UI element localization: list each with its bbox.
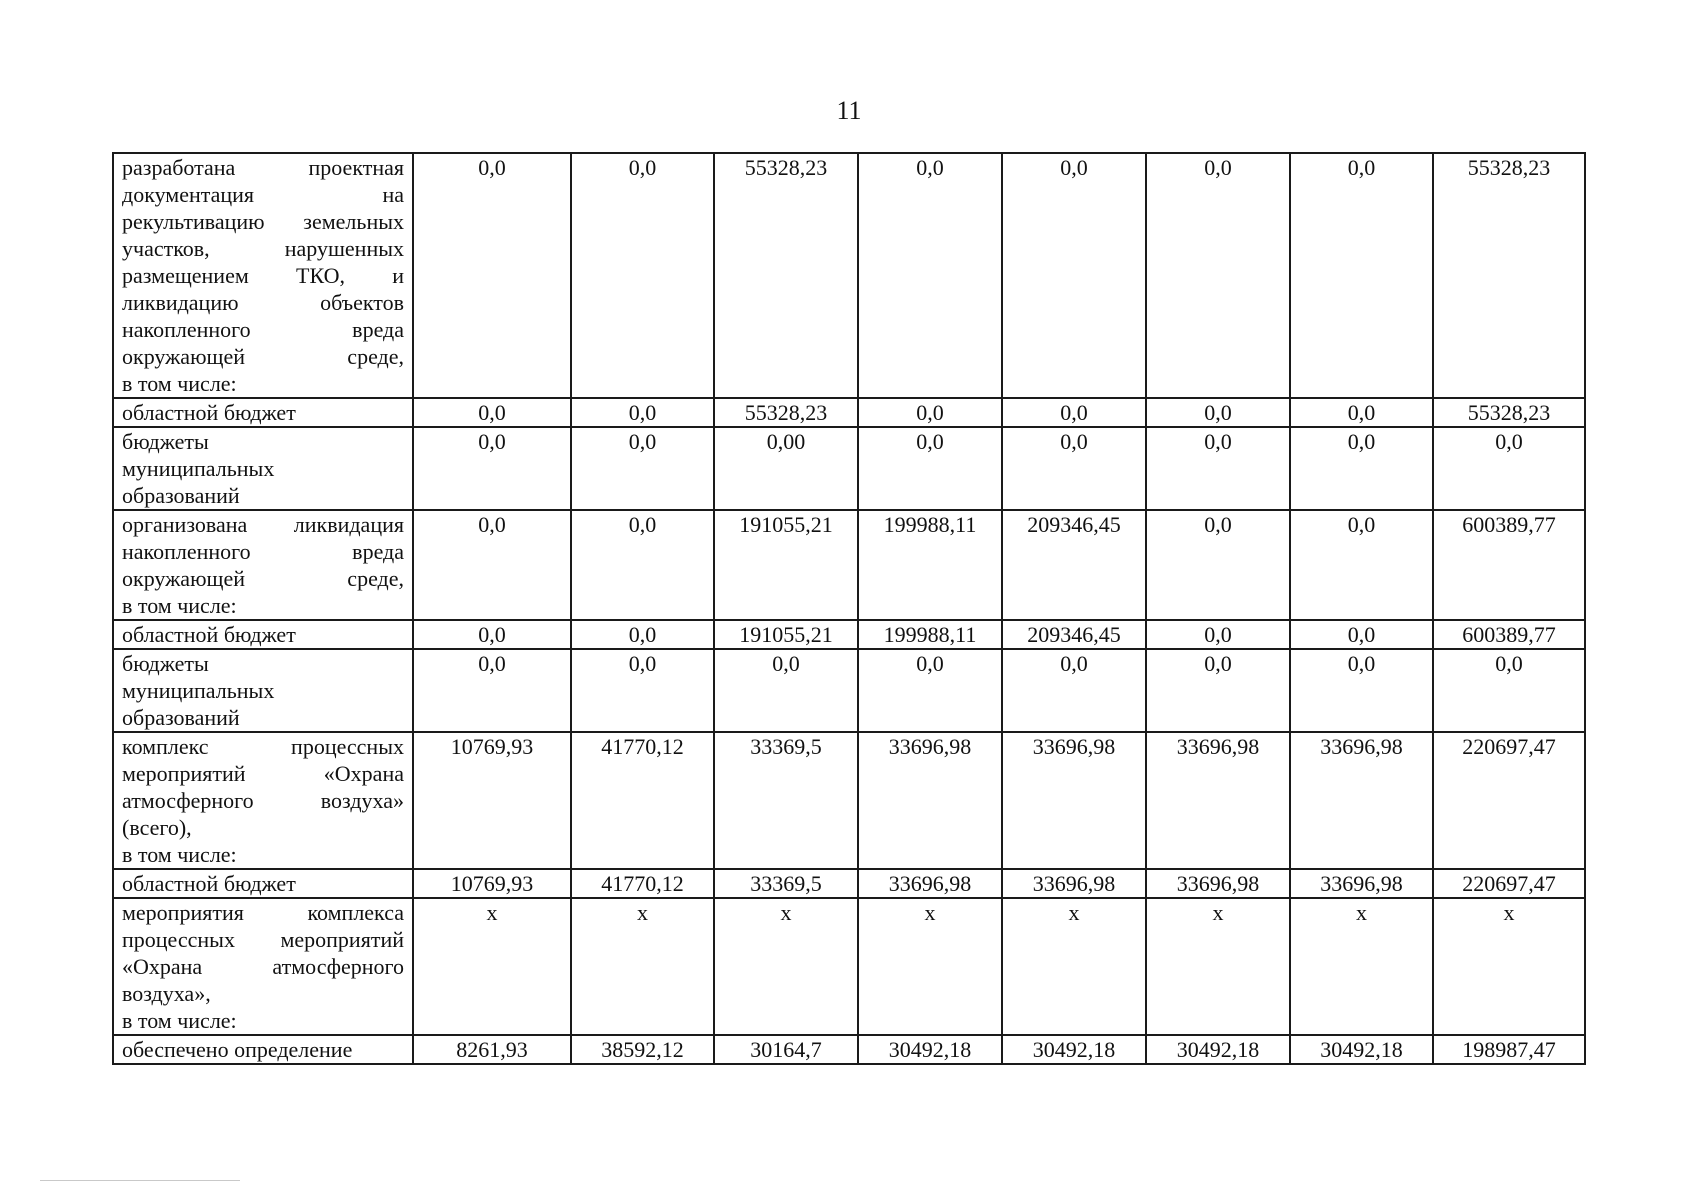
value-cell: 10769,93	[413, 869, 571, 898]
value-cell: 0,0	[571, 398, 714, 427]
value-cell: 33696,98	[1290, 869, 1433, 898]
row-label-line: муниципальных	[122, 678, 275, 703]
row-label-line: мероприятий «Охрана	[122, 761, 404, 786]
value-cell: 0,0	[413, 153, 571, 398]
row-label	[113, 620, 413, 649]
row-label-line: мероприятия комплекса	[122, 900, 404, 925]
value-cell: 209346,45	[1002, 620, 1146, 649]
row-label-line: накопленного вреда	[122, 539, 404, 564]
budget-table	[112, 152, 1586, 1065]
value-cell: 199988,11	[858, 510, 1002, 620]
row-label	[113, 649, 413, 732]
value-cell: 0,0	[1290, 649, 1433, 732]
value-cell: 33369,5	[714, 869, 858, 898]
row-label	[113, 1035, 413, 1064]
value-cell: 30492,18	[1002, 1035, 1146, 1064]
value-cell: 0,0	[1146, 620, 1290, 649]
row-label-line: в том числе:	[122, 1008, 237, 1033]
row-label-line: окружающей среде,	[122, 566, 404, 591]
value-cell: 8261,93	[413, 1035, 571, 1064]
value-cell: 0,0	[1290, 398, 1433, 427]
scan-artifact-line	[40, 1180, 240, 1181]
value-cell: 0,0	[858, 153, 1002, 398]
value-cell: 0,0	[1146, 427, 1290, 510]
row-label-line: в том числе:	[122, 371, 237, 396]
value-cell: 55328,23	[1433, 398, 1585, 427]
row-label-line: накопленного вреда	[122, 317, 404, 342]
value-cell: х	[714, 898, 858, 1035]
row-label-line: (всего),	[122, 815, 192, 840]
row-label-line: ликвидацию объектов	[122, 290, 404, 315]
row-label-line: в том числе:	[122, 842, 237, 867]
value-cell: 600389,77	[1433, 620, 1585, 649]
value-cell: 0,0	[858, 649, 1002, 732]
value-cell: 38592,12	[571, 1035, 714, 1064]
value-cell: 55328,23	[714, 398, 858, 427]
value-cell: 0,0	[1002, 427, 1146, 510]
value-cell: 199988,11	[858, 620, 1002, 649]
value-cell: 0,0	[1290, 153, 1433, 398]
value-cell: 33696,98	[1146, 869, 1290, 898]
value-cell: 0,0	[1433, 649, 1585, 732]
row-label	[113, 898, 413, 1035]
table-row	[113, 153, 1585, 398]
table-row	[113, 510, 1585, 620]
row-label-line: областной бюджет	[122, 871, 296, 896]
table-row	[113, 898, 1585, 1035]
row-label-line: воздуха»,	[122, 981, 211, 1006]
table-row	[113, 427, 1585, 510]
row-label-line: областной бюджет	[122, 400, 296, 425]
table-row	[113, 869, 1585, 898]
value-cell: 191055,21	[714, 620, 858, 649]
value-cell: 0,0	[714, 649, 858, 732]
row-label-line: окружающей среде,	[122, 344, 404, 369]
value-cell: 30492,18	[858, 1035, 1002, 1064]
value-cell: 41770,12	[571, 869, 714, 898]
row-label	[113, 869, 413, 898]
value-cell: 55328,23	[714, 153, 858, 398]
value-cell: 0,0	[858, 398, 1002, 427]
value-cell: 33696,98	[1002, 732, 1146, 869]
value-cell: 0,0	[1002, 649, 1146, 732]
row-label-line: областной бюджет	[122, 622, 296, 647]
value-cell: 0,0	[571, 153, 714, 398]
value-cell: 600389,77	[1433, 510, 1585, 620]
value-cell: 30492,18	[1290, 1035, 1433, 1064]
value-cell: 0,0	[1146, 510, 1290, 620]
row-label-line: «Охрана атмосферного	[122, 954, 404, 979]
table-row	[113, 732, 1585, 869]
value-cell: 0,0	[1290, 427, 1433, 510]
value-cell: х	[1290, 898, 1433, 1035]
value-cell: 209346,45	[1002, 510, 1146, 620]
value-cell: 0,0	[1002, 153, 1146, 398]
row-label-line: муниципальных	[122, 456, 275, 481]
value-cell: 198987,47	[1433, 1035, 1585, 1064]
value-cell: 0,00	[714, 427, 858, 510]
table-body	[113, 153, 1585, 1064]
value-cell: 0,0	[1290, 510, 1433, 620]
row-label-line: разработана проектная	[122, 155, 404, 180]
value-cell: 0,0	[571, 620, 714, 649]
value-cell: 0,0	[571, 649, 714, 732]
value-cell: 0,0	[1002, 398, 1146, 427]
row-label-line: образований	[122, 705, 240, 730]
table-row	[113, 398, 1585, 427]
value-cell: 10769,93	[413, 732, 571, 869]
value-cell: 0,0	[858, 427, 1002, 510]
value-cell: 0,0	[413, 427, 571, 510]
value-cell: 0,0	[1146, 649, 1290, 732]
row-label-line: рекультивацию земельных	[122, 209, 404, 234]
table-row	[113, 1035, 1585, 1064]
value-cell: 33696,98	[1002, 869, 1146, 898]
row-label	[113, 427, 413, 510]
value-cell: 191055,21	[714, 510, 858, 620]
row-label-line: размещением ТКО, и	[122, 263, 404, 288]
value-cell: 220697,47	[1433, 732, 1585, 869]
row-label-line: обеспечено определение	[122, 1037, 353, 1062]
table-row	[113, 649, 1585, 732]
row-label-line: документация на	[122, 182, 404, 207]
value-cell: 0,0	[1433, 427, 1585, 510]
value-cell: 30492,18	[1146, 1035, 1290, 1064]
row-label-line: бюджеты	[122, 651, 209, 676]
row-label-line: организована ликвидация	[122, 512, 404, 537]
value-cell: х	[413, 898, 571, 1035]
value-cell: х	[571, 898, 714, 1035]
page-number: 11	[836, 96, 862, 125]
row-label	[113, 732, 413, 869]
value-cell: 0,0	[413, 398, 571, 427]
value-cell: х	[858, 898, 1002, 1035]
row-label-line: комплекс процессных	[122, 734, 404, 759]
value-cell: 0,0	[413, 510, 571, 620]
value-cell: 41770,12	[571, 732, 714, 869]
value-cell: 0,0	[571, 510, 714, 620]
value-cell: 220697,47	[1433, 869, 1585, 898]
row-label	[113, 398, 413, 427]
table-row	[113, 620, 1585, 649]
row-label-line: бюджеты	[122, 429, 209, 454]
value-cell: 0,0	[413, 620, 571, 649]
value-cell: х	[1002, 898, 1146, 1035]
value-cell: 33369,5	[714, 732, 858, 869]
row-label-line: образований	[122, 483, 240, 508]
value-cell: 0,0	[1146, 153, 1290, 398]
value-cell: 0,0	[1290, 620, 1433, 649]
row-label	[113, 153, 413, 398]
row-label-line: в том числе:	[122, 593, 237, 618]
row-label-line: участков, нарушенных	[122, 236, 404, 261]
value-cell: х	[1433, 898, 1585, 1035]
value-cell: 0,0	[571, 427, 714, 510]
value-cell: 0,0	[1146, 398, 1290, 427]
value-cell: 33696,98	[858, 869, 1002, 898]
row-label-line: атмосферного воздуха»	[122, 788, 404, 813]
value-cell: 0,0	[413, 649, 571, 732]
value-cell: 30164,7	[714, 1035, 858, 1064]
row-label-line: процессных мероприятий	[122, 927, 404, 952]
value-cell: 33696,98	[1290, 732, 1433, 869]
value-cell: х	[1146, 898, 1290, 1035]
value-cell: 33696,98	[1146, 732, 1290, 869]
value-cell: 33696,98	[858, 732, 1002, 869]
value-cell: 55328,23	[1433, 153, 1585, 398]
row-label	[113, 510, 413, 620]
